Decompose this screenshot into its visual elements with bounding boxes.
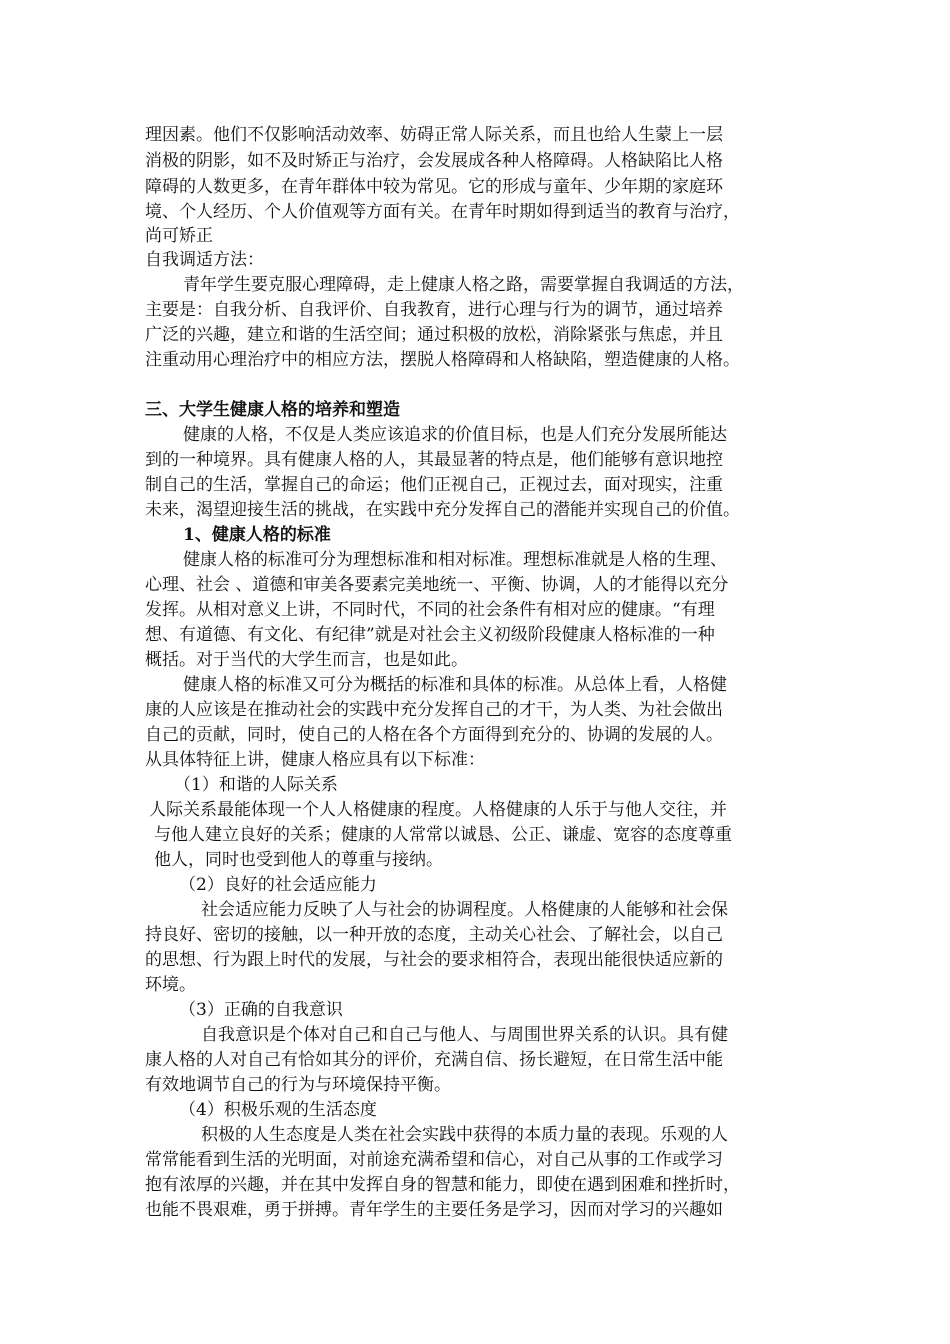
subsection-1-line: 健康人格的标准又可分为概括的标准和具体的标准。从总体上看，人格健: [183, 675, 727, 695]
item-4-heading: （4）积极乐观的生活态度: [179, 1100, 377, 1120]
self-adjust-line: 主要是：自我分析、自我评价、自我教育，进行心理与行为的调节，通过培养: [145, 300, 723, 320]
intro-line: 障碍的人数更多，在青年群体中较为常见。它的形成与童年、少年期的家庭环: [145, 177, 723, 197]
item-4-line: 也能不畏艰难，勇于拼搏。青年学生的主要任务是学习，因而对学习的兴趣如: [145, 1200, 723, 1220]
item-1-line: 人际关系最能体现一个人人格健康的程度。人格健康的人乐于与他人交往，并: [149, 800, 727, 820]
subsection-1-line: 发挥。从相对意义上讲，不同时代，不同的社会条件有相对应的健康。“有理: [145, 600, 715, 620]
item-1-heading: （1）和谐的人际关系: [174, 775, 338, 795]
subsection-1-line: 概括。对于当代的大学生而言，也是如此。: [145, 650, 468, 670]
intro-line: 尚可矫正: [145, 226, 213, 246]
section-3-line: 健康的人格，不仅是人类应该追求的价值目标，也是人们充分发展所能达: [183, 425, 727, 445]
self-adjust-line: 青年学生要克服心理障碍，走上健康人格之路，需要掌握自我调适的方法，: [183, 275, 744, 295]
self-adjust-line: 广泛的兴趣，建立和谐的生活空间；通过积极的放松，消除紧张与焦虑，并且: [145, 325, 723, 345]
subsection-1-line: 想、有道德、有文化、有纪律”就是对社会主义初级阶段健康人格标准的一种: [145, 625, 715, 645]
subsection-1-line: 从具体特征上讲，健康人格应具有以下标准：: [145, 750, 485, 770]
subsection-1-line: 康的人应该是在推动社会的实践中充分发挥自己的才干，为人类、为社会做出: [145, 700, 723, 720]
item-1-line: 与他人建立良好的关系；健康的人常常以诚恳、公正、谦虚、宽容的态度尊重: [154, 825, 732, 845]
item-1-line: 他人，同时也受到他人的尊重与接纳。: [154, 850, 443, 870]
subsection-1-heading: 1、健康人格的标准: [183, 525, 331, 545]
subsection-1-line: 心理、社会 、道德和审美各要素完美地统一、平衡、协调，人的才能得以充分: [145, 575, 729, 595]
item-2-line: 环境。: [145, 975, 196, 995]
intro-line: 境、个人经历、个人价值观等方面有关。在青年时期如得到适当的教育与治疗，: [145, 202, 740, 222]
item-2-line: 社会适应能力反映了人与社会的协调程度。人格健康的人能够和社会保: [201, 900, 728, 920]
item-3-heading: （3）正确的自我意识: [179, 1000, 343, 1020]
item-2-heading: （2）良好的社会适应能力: [179, 875, 377, 895]
subsection-1-line: 自己的贡献，同时，使自己的人格在各个方面得到充分的、协调的发展的人。: [145, 725, 723, 745]
item-2-line: 的思想、行为跟上时代的发展，与社会的要求相符合，表现出能很快适应新的: [145, 950, 723, 970]
section-3-line: 到的一种境界。具有健康人格的人，其最显著的特点是，他们能够有意识地控: [145, 450, 723, 470]
item-2-line: 持良好、密切的接触，以一种开放的态度，主动关心社会、了解社会，以自己: [145, 925, 723, 945]
self-adjust-heading: 自我调适方法：: [145, 250, 264, 270]
section-3-line: 制自己的生活，掌握自己的命运；他们正视自己，正视过去，面对现实，注重: [145, 475, 723, 495]
item-4-line: 积极的人生态度是人类在社会实践中获得的本质力量的表现。乐观的人: [201, 1125, 728, 1145]
intro-line: 消极的阴影，如不及时矫正与治疗，会发展成各种人格障碍。人格缺陷比人格: [145, 151, 723, 171]
self-adjust-line: 注重动用心理治疗中的相应方法，摆脱人格障碍和人格缺陷，塑造健康的人格。: [145, 350, 740, 370]
item-4-line: 抱有浓厚的兴趣，并在其中发挥自身的智慧和能力，即使在遇到困难和挫折时，: [145, 1175, 740, 1195]
item-3-line: 自我意识是个体对自己和自己与他人、与周围世界关系的认识。具有健: [201, 1025, 728, 1045]
section-3-line: 未来，渴望迎接生活的挑战，在实践中充分发挥自己的潜能并实现自己的价值。: [145, 500, 740, 520]
item-3-line: 康人格的人对自己有恰如其分的评价，充满自信、扬长避短，在日常生活中能: [145, 1050, 723, 1070]
item-3-line: 有效地调节自己的行为与环境保持平衡。: [145, 1075, 451, 1095]
item-4-line: 常常能看到生活的光明面，对前途充满希望和信心，对自己从事的工作或学习: [145, 1150, 723, 1170]
section-3-heading: 三、大学生健康人格的培养和塑造: [145, 400, 400, 420]
intro-line: 理因素。他们不仅影响活动效率、妨碍正常人际关系，而且也给人生蒙上一层: [145, 125, 723, 145]
subsection-1-line: 健康人格的标准可分为理想标准和相对标准。理想标准就是人格的生理、: [183, 550, 727, 570]
